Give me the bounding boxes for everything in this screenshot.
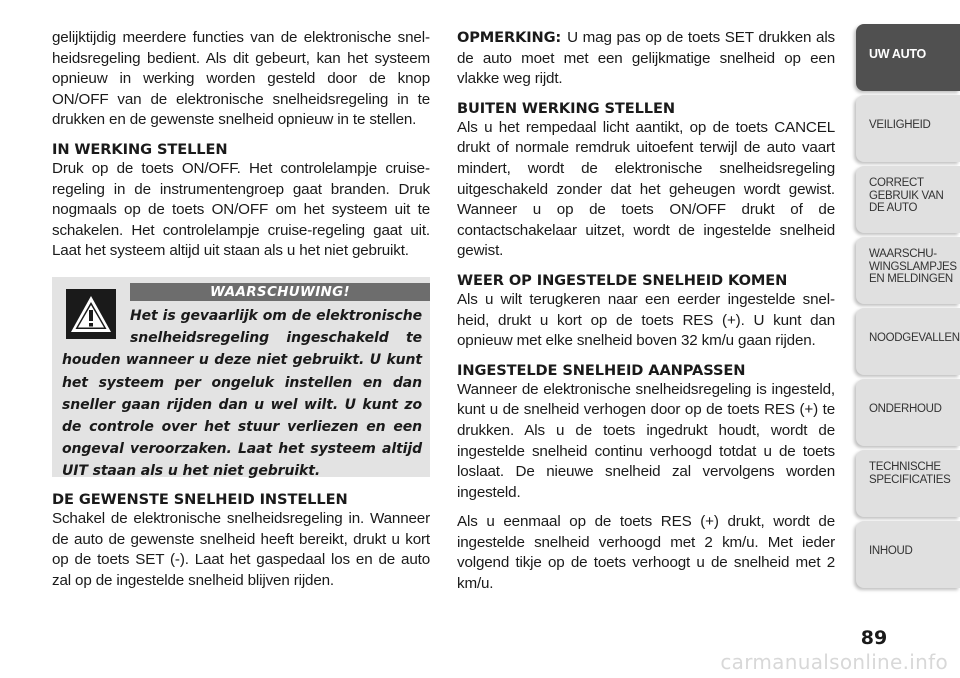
warning-title: WAARSCHUWING!: [130, 283, 430, 301]
tab-veiligheid[interactable]: [856, 95, 960, 162]
tab-label-line: CORRECT: [869, 177, 924, 189]
note-text: U mag pas op de toets SET drukken als de auto moet met een gelijkmatige snelheid op een vlakke weg rijdt.: [457, 29, 835, 88]
tab-label-line: WINGSLAMPJES: [869, 260, 957, 273]
warning-triangle-icon: [66, 289, 116, 339]
warning-text: Het is gevaarlijk om de elektronische snelheidsregeling ingeschakeld te houden wanneer u deze niet gebruikt. U kunt het systeem per ongeluk instellen en dan sneller gaan rijden dan u wel wilt. U kunt zo de controle over het stuur verliezen en een ongeval veroorzaken. Laat het systeem altijd UIT staan als u het niet gebruikt.: [62, 307, 422, 480]
tab-label-line: TECHNISCHE: [869, 461, 941, 473]
tab-label-line: GEBRUIK VAN: [869, 189, 944, 202]
chapter-tabs: [856, 24, 960, 592]
tab-technische-specificaties[interactable]: [856, 450, 960, 517]
paragraph-in-werking-stellen: Druk op de toets ON/OFF. Het controlelampje cruiseregeling in de instrumentengroep gaat branden. Druk nogmaals op de toets ON/OFF om het systeem uit te schakelen. Het controlelampje cruise-regeling gaat uit. Laat het systeem altijd uit staan als u het niet gebruikt.: [52, 159, 430, 260]
tab-noodgevallen[interactable]: [856, 308, 960, 375]
left-column: [52, 28, 430, 591]
paragraph-snelheid-aanpassen-2: Als u eenmaal op de toets RES (+) drukt, wordt de ingestelde snelheid verhoogd met 2 km/u. Met ieder volgend tikje op de toets verhoogt u de snelheid met 2 km/u.: [457, 513, 835, 593]
intro-paragraph: gelijktijdig meerdere functies van de elektronische snelheidsregeling bedient. Als dit gebeurt, kan het systeem opnieuw in werking worden gesteld door de knop ON/OFF van de elektronische snelheidsregeling in te drukken en de gewenste snelheid opnieuw in te stellen.: [52, 29, 430, 129]
tab-uw-auto[interactable]: [856, 24, 960, 91]
paragraph-weer-op-snelheid: Als u wilt terugkeren naar een eerder ingestelde snelheid, drukt u kort op de toets RES (+). U kunt dan opnieuw met elke snelheid boven 32 km/u gaan rijden.: [457, 290, 835, 350]
tab-waarschuwingslampjes[interactable]: [856, 237, 960, 304]
tab-label-line: WAARSCHU-: [869, 248, 937, 260]
note-label: OPMERKING:: [457, 29, 562, 46]
tab-onderhoud[interactable]: [856, 379, 960, 446]
tab-label: UW AUTO: [869, 47, 926, 61]
paragraph-gewenste-snelheid: Schakel de elektronische snelheidsregeling in. Wanneer de auto de gewenste snelheid heeft bereikt, drukt u kort op de toets SET (-). Laat het gaspedaal los en de auto zal op de ingestelde snelheid blijven rijden.: [52, 509, 430, 589]
tab-correct-gebruik[interactable]: [856, 166, 960, 233]
tab-label: INHOUD: [869, 545, 913, 557]
tab-label-line: SPECIFICATIES: [869, 473, 951, 486]
heading-snelheid-aanpassen: INGESTELDE SNELHEID AANPASSEN: [457, 361, 746, 379]
tab-label-line: DE AUTO: [869, 202, 918, 214]
paragraph-snelheid-aanpassen-1: Wanneer de elektronische snelheidsregeling is ingesteld, kunt u de snelheid verhogen door op de toets RES (+) te drukken. Als u de toets ingedrukt houdt, wordt de ingestelde snelheid continu verhoogd totdat u de toets loslaat. De nieuwe snelheid zal vervolgens worden ingesteld.: [457, 380, 835, 501]
tab-label: NOODGEVALLEN: [869, 332, 960, 344]
paragraph-buiten-werking: Als u het rempedaal licht aantikt, op de toets CANCEL drukt of normale remdruk uitoefent terwijl de auto vaart mindert, wordt de elektronische snelheidsregeling uitgeschakeld zonder dat het geheugen wordt gewist. Wanneer u op de toets ON/OFF drukt of de contactschakelaar uitzet, wordt de ingestelde snelheid gewist.: [457, 118, 835, 260]
tab-label: ONDERHOUD: [869, 403, 942, 415]
page-number: 89: [860, 627, 888, 649]
right-column: [457, 28, 835, 595]
heading-in-werking-stellen: IN WERKING STELLEN: [52, 140, 228, 158]
warning-box: [52, 277, 430, 480]
tab-label-line: EN MELDINGEN: [869, 273, 953, 285]
note-paragraph: [457, 28, 835, 90]
heading-buiten-werking: BUITEN WERKING STELLEN: [457, 99, 675, 117]
watermark: carmanualsonline.info: [720, 650, 948, 674]
heading-weer-op-snelheid: WEER OP INGESTELDE SNELHEID KOMEN: [457, 271, 788, 289]
tab-inhoud[interactable]: [856, 521, 960, 588]
tab-label: VEILIGHEID: [869, 119, 931, 131]
heading-gewenste-snelheid: DE GEWENSTE SNELHEID INSTELLEN: [52, 490, 348, 508]
